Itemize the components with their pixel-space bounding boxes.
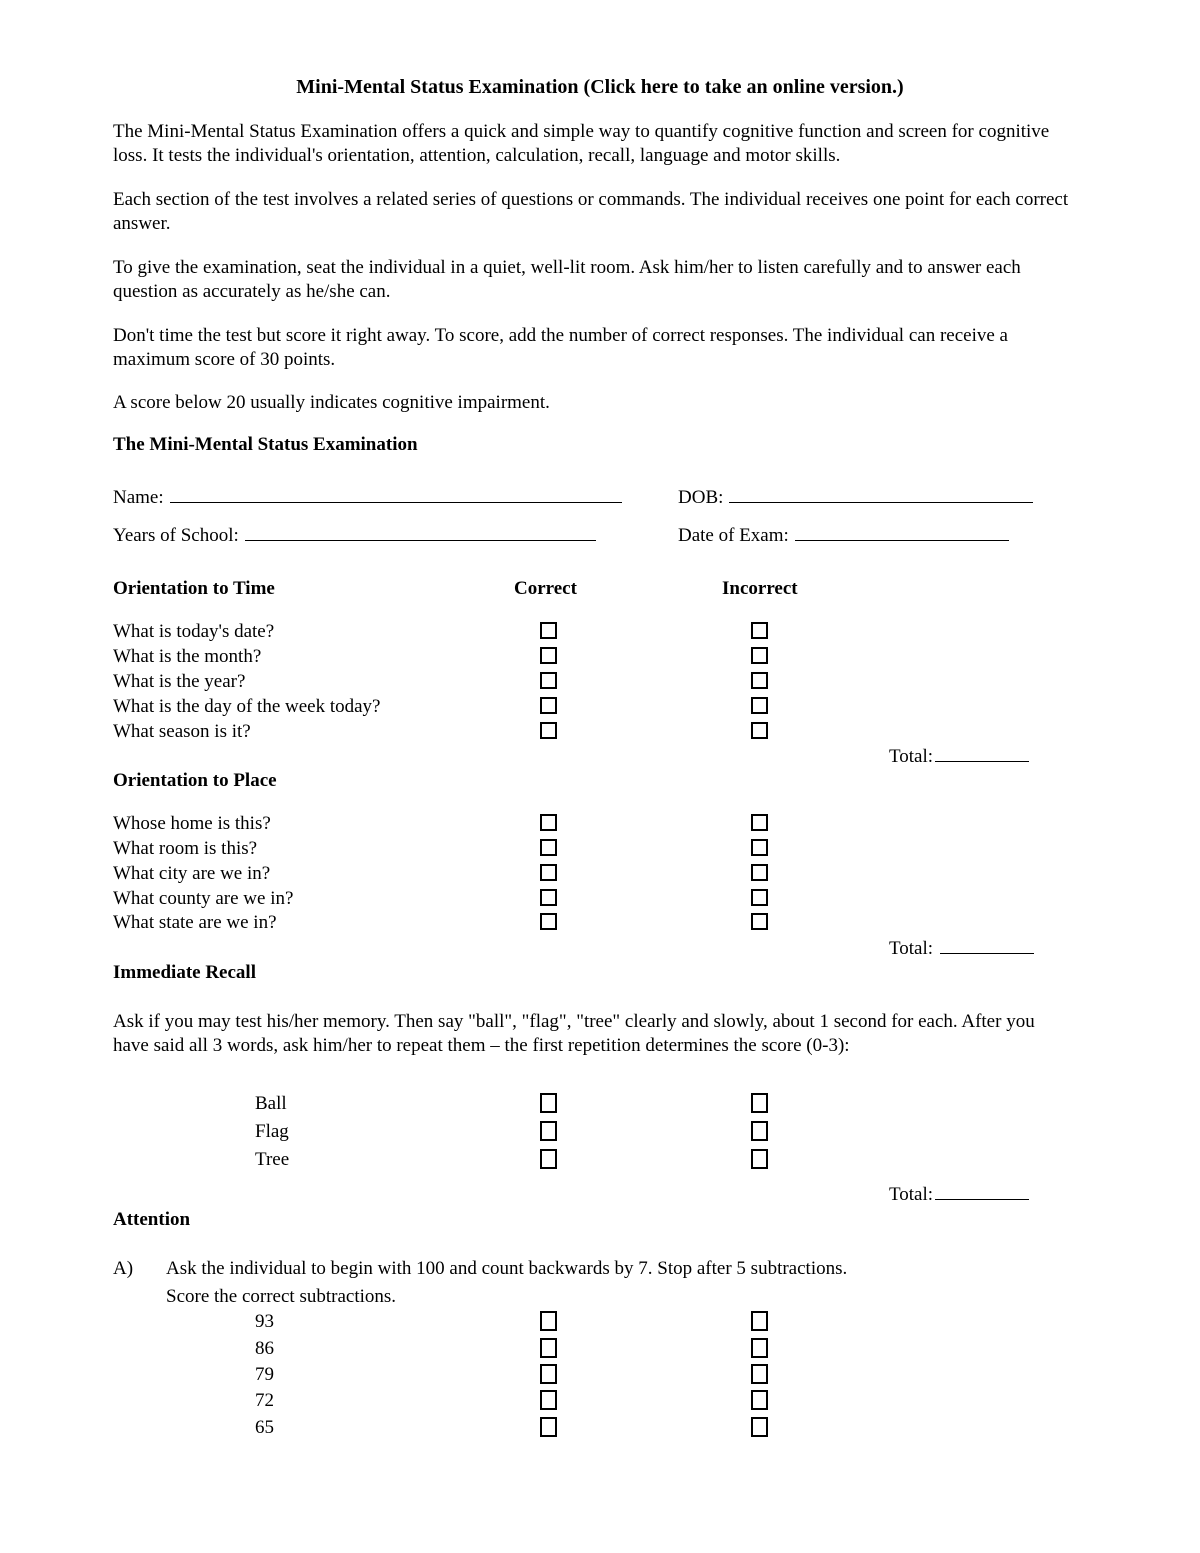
recall-word-3: Tree — [255, 1149, 290, 1170]
dob-field — [678, 486, 1033, 510]
question-place-4: What county are we in? — [113, 888, 294, 909]
attention-marker: A) — [113, 1258, 134, 1279]
attention-instruction-1: Ask the individual to begin with 100 and count backwards by 7. Stop after 5 subtractions. — [166, 1258, 848, 1279]
checkbox-incorrect-time-4[interactable] — [751, 697, 768, 714]
section-heading-place: Orientation to Place — [113, 770, 277, 791]
intro-paragraph-3: To give the examination, seat the individual in a quiet, well-lit room. Ask him/her to listen carefully and to answer each question as accurately as he/she can. — [113, 257, 1021, 302]
total-recall-label: Total: — [889, 1184, 934, 1205]
subtraction-5: 65 — [255, 1417, 274, 1438]
name-input-line[interactable] — [170, 486, 622, 503]
question-place-2: What room is this? — [113, 838, 258, 859]
checkbox-correct-time-2[interactable] — [540, 647, 557, 664]
subtraction-1: 93 — [255, 1311, 274, 1332]
attention-instruction-2: Score the correct subtractions. — [166, 1286, 397, 1307]
recall-instructions: Ask if you may test his/her memory. Then say "ball", "flag", "tree" clearly and slowly, about 1 second for each. After you have said all 3 words, ask him/her to repeat them – the first repetition determines the score (0-3): — [113, 1011, 1035, 1056]
page-title: Mini-Mental Status Examination (Click here to take an online version.) — [296, 76, 904, 98]
total-place-label: Total: — [889, 938, 938, 959]
checkbox-incorrect-time-5[interactable] — [751, 722, 768, 739]
total-time-label: Total: — [889, 746, 934, 767]
checkbox-incorrect-place-3[interactable] — [751, 864, 768, 881]
section-heading-time: Orientation to Time — [113, 578, 275, 599]
checkbox-correct-time-1[interactable] — [540, 622, 557, 639]
years-school-field — [113, 524, 596, 548]
checkbox-correct-place-5[interactable] — [540, 913, 557, 930]
checkbox-correct-time-5[interactable] — [540, 722, 557, 739]
intro-paragraph-5: A score below 20 usually indicates cognitive impairment. — [113, 392, 550, 413]
section-heading-recall: Immediate Recall — [113, 962, 256, 983]
total-time — [889, 745, 1029, 769]
name-field — [113, 486, 622, 510]
years-school-label: Years of School: — [113, 525, 239, 546]
checkbox-correct-recall-1[interactable] — [540, 1093, 557, 1113]
question-time-3: What is the year? — [113, 671, 246, 692]
checkbox-correct-attention-1[interactable] — [540, 1311, 557, 1331]
checkbox-incorrect-place-5[interactable] — [751, 913, 768, 930]
subtraction-3: 79 — [255, 1364, 274, 1385]
intro-paragraph-2: Each section of the test involves a related series of questions or commands. The individual receives one point for each correct answer. — [113, 189, 1069, 234]
question-place-3: What city are we in? — [113, 863, 271, 884]
checkbox-incorrect-place-1[interactable] — [751, 814, 768, 831]
date-exam-field — [678, 524, 1009, 548]
checkbox-incorrect-time-1[interactable] — [751, 622, 768, 639]
dob-input-line[interactable] — [729, 486, 1033, 503]
checkbox-incorrect-place-2[interactable] — [751, 839, 768, 856]
checkbox-correct-place-3[interactable] — [540, 864, 557, 881]
question-time-1: What is today's date? — [113, 621, 275, 642]
total-place — [889, 937, 1034, 961]
checkbox-correct-attention-2[interactable] — [540, 1338, 557, 1358]
dob-label: DOB: — [678, 487, 724, 508]
total-recall — [889, 1183, 1029, 1207]
checkbox-incorrect-recall-3[interactable] — [751, 1149, 768, 1169]
checkbox-incorrect-recall-1[interactable] — [751, 1093, 768, 1113]
checkbox-correct-attention-4[interactable] — [540, 1390, 557, 1410]
checkbox-correct-place-1[interactable] — [540, 814, 557, 831]
checkbox-correct-time-4[interactable] — [540, 697, 557, 714]
checkbox-correct-place-2[interactable] — [540, 839, 557, 856]
date-exam-label: Date of Exam: — [678, 525, 789, 546]
checkbox-incorrect-attention-3[interactable] — [751, 1364, 768, 1384]
total-recall-input-line[interactable] — [935, 1183, 1029, 1200]
checkbox-correct-time-3[interactable] — [540, 672, 557, 689]
checkbox-incorrect-attention-1[interactable] — [751, 1311, 768, 1331]
checkbox-incorrect-time-3[interactable] — [751, 672, 768, 689]
name-label: Name: — [113, 487, 164, 508]
subtraction-4: 72 — [255, 1390, 274, 1411]
date-exam-input-line[interactable] — [795, 524, 1009, 541]
checkbox-correct-attention-5[interactable] — [540, 1417, 557, 1437]
question-place-5: What state are we in? — [113, 912, 277, 933]
checkbox-incorrect-place-4[interactable] — [751, 889, 768, 906]
checkbox-correct-recall-2[interactable] — [540, 1121, 557, 1141]
checkbox-incorrect-attention-2[interactable] — [751, 1338, 768, 1358]
checkbox-incorrect-time-2[interactable] — [751, 647, 768, 664]
intro-paragraph-1: The Mini-Mental Status Examination offers a quick and simple way to quantify cognitive function and screen for cognitive loss. It tests the individual's orientation, attention, calculation, recall, language and motor skills. — [113, 121, 1050, 166]
section-heading-attention: Attention — [113, 1209, 191, 1230]
checkbox-incorrect-attention-4[interactable] — [751, 1390, 768, 1410]
column-header-correct: Correct — [514, 578, 577, 599]
recall-word-1: Ball — [255, 1093, 287, 1114]
exam-heading: The Mini-Mental Status Examination — [113, 434, 418, 455]
intro-paragraph-4: Don't time the test but score it right away. To score, add the number of correct responses. The individual can receive a maximum score of 30 points. — [113, 325, 1008, 370]
checkbox-correct-place-4[interactable] — [540, 889, 557, 906]
question-time-5: What season is it? — [113, 721, 251, 742]
years-school-input-line[interactable] — [245, 524, 596, 541]
checkbox-correct-recall-3[interactable] — [540, 1149, 557, 1169]
question-time-2: What is the month? — [113, 646, 262, 667]
checkbox-incorrect-attention-5[interactable] — [751, 1417, 768, 1437]
recall-word-2: Flag — [255, 1121, 289, 1142]
column-header-incorrect: Incorrect — [722, 578, 798, 599]
total-place-input-line[interactable] — [940, 937, 1034, 954]
subtraction-2: 86 — [255, 1338, 274, 1359]
question-place-1: Whose home is this? — [113, 813, 271, 834]
total-time-input-line[interactable] — [935, 745, 1029, 762]
checkbox-incorrect-recall-2[interactable] — [751, 1121, 768, 1141]
question-time-4: What is the day of the week today? — [113, 696, 381, 717]
checkbox-correct-attention-3[interactable] — [540, 1364, 557, 1384]
